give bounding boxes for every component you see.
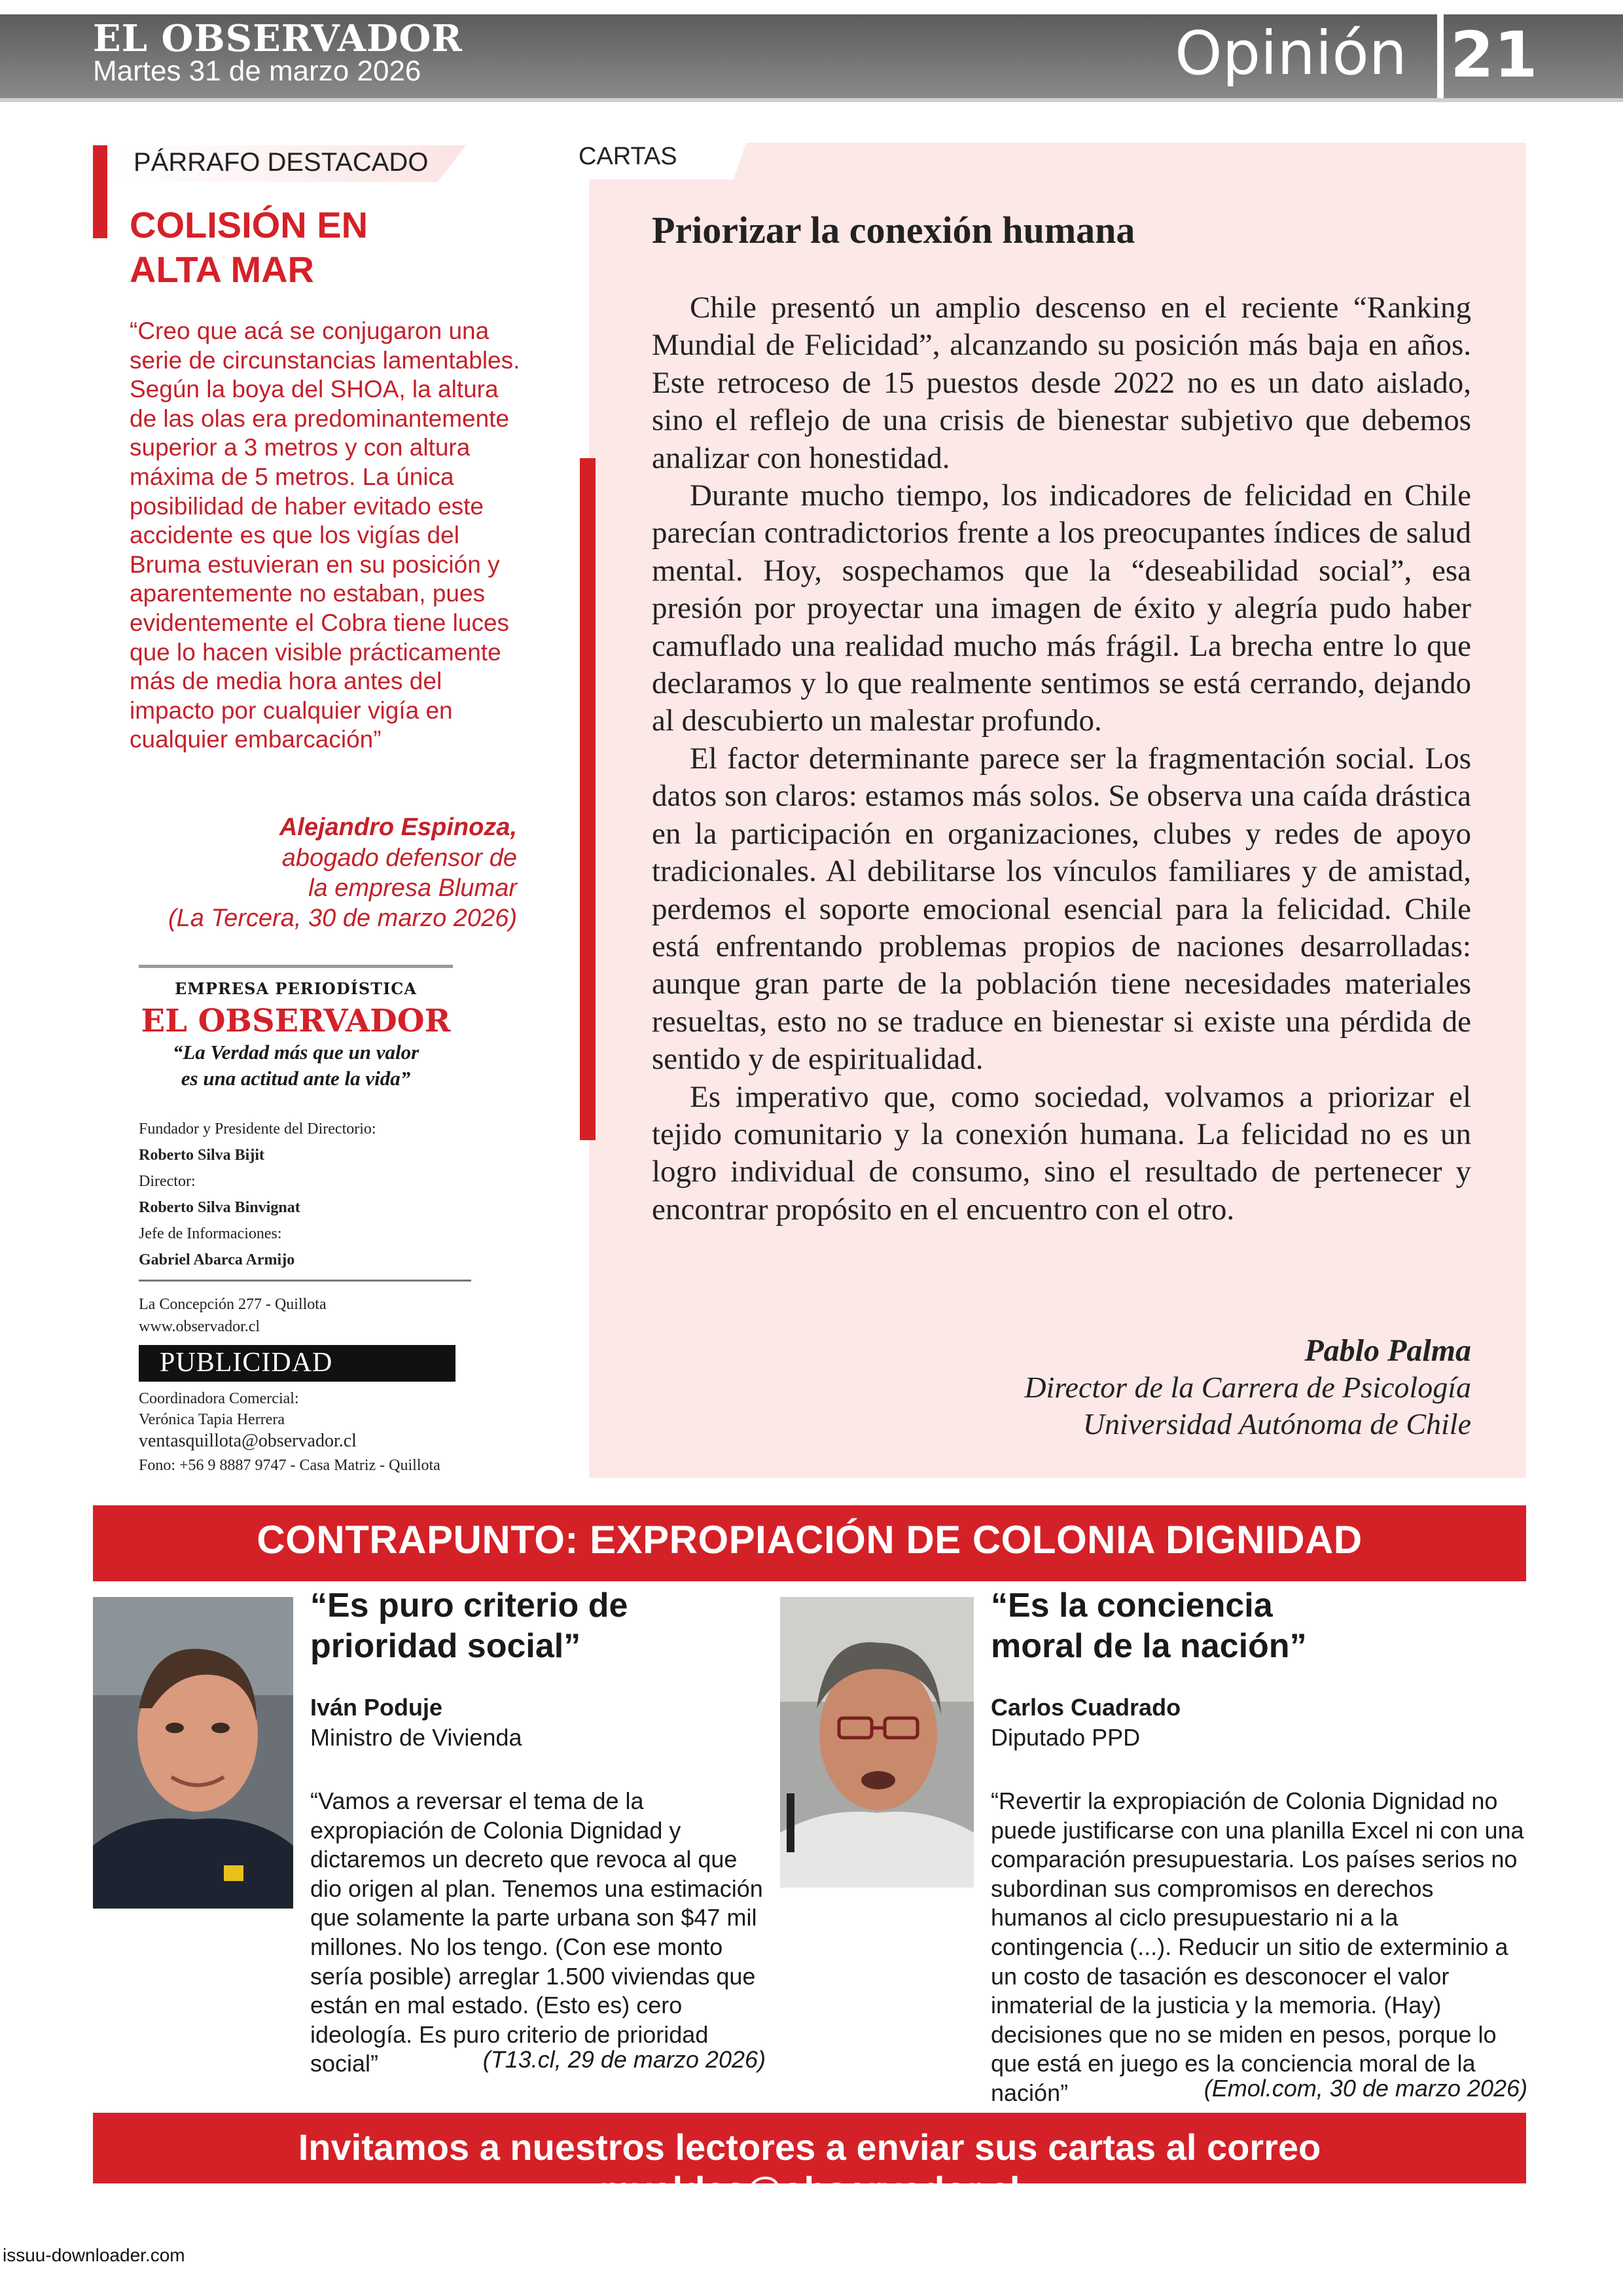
featured-title-line: ALTA MAR	[130, 249, 314, 290]
issue-date: Martes 31 de marzo 2026	[93, 55, 421, 87]
letter-accent-bar	[580, 458, 596, 1140]
letter-section-tag: CARTAS	[579, 143, 677, 170]
letter-author: Pablo Palma	[1304, 1333, 1471, 1368]
featured-accent-bar	[93, 145, 107, 238]
watermark: issuu-downloader.com	[3, 2245, 185, 2265]
letter-paragraph: Es imperativo que, como sociedad, volvamos a priorizar el tejido comunitario y la conexión humana. La felicidad no es un logro individual de consumo, sino el resultado de pertenecer y encontrar propósito en el encuentro con el otro.	[652, 1079, 1471, 1227]
staff-rule	[139, 1280, 471, 1282]
advertising-heading: PUBLICIDAD	[160, 1348, 333, 1378]
featured-source: (La Tercera, 30 de marzo 2026)	[168, 905, 517, 932]
letter-paragraph: Chile presentó un amplio descenso en el reciente “Ranking Mundial de Felicidad”, alcanzando su posición más baja en años. Este retroceso de 15 puestos desde 2022 no es un dato aislado, sino el reflejo de una crisis de bienestar subjetivo que debemos analizar con honestidad.	[652, 291, 1471, 475]
masthead-rule	[139, 965, 453, 968]
cuadrado-name: Carlos Cuadrado	[991, 1694, 1181, 1721]
ad-contact-name: Verónica Tapia Herrera	[139, 1411, 285, 1428]
website-link[interactable]: www.observador.cl	[139, 1318, 260, 1335]
paper-name: EL OBSERVADOR	[93, 17, 463, 60]
cuadrado-headline-line: “Es la conciencia	[991, 1587, 1273, 1624]
poduje-quote: “Vamos a reversar el tema de la expropiación de Colonia Dignidad y dictaremos un decreto que revoca al que dio origen al plan. Tenemos una estimación que solamente la parte urbana son $47 mil millones. No los tengo. (Con ese monto sería posible) arreglar 1.500 viviendas que están en mal estado. (Esto es) cero ideología. Es puro criterio de prioridad social”	[310, 1787, 763, 2077]
masthead-name: EL OBSERVADOR	[141, 1003, 451, 1039]
staff-name: Roberto Silva Bijit	[139, 1147, 264, 1164]
cuadrado-photo	[780, 1597, 974, 1888]
poduje-name: Iván Poduje	[310, 1694, 443, 1721]
cuadrado-headline	[991, 1585, 1307, 1666]
featured-title	[130, 203, 496, 292]
masthead-motto-line: “La Verdad más que un valor	[172, 1041, 419, 1064]
letter-author-role: Director de la Carrera de Psicología	[1024, 1371, 1471, 1404]
section-name: Opinión	[1175, 18, 1407, 88]
masthead-label: EMPRESA PERIODÍSTICA	[174, 979, 418, 998]
staff-label: Fundador y Presidente del Directorio:	[139, 1121, 376, 1138]
poduje-role: Ministro de Vivienda	[310, 1724, 522, 1751]
poduje-headline-line: prioridad social”	[310, 1627, 581, 1665]
ad-contact-email[interactable]: ventasquillota@observador.cl	[139, 1431, 357, 1451]
page-number-divider	[1437, 14, 1444, 98]
featured-author: Alejandro Espinoza,	[279, 814, 517, 841]
staff-label: Jefe de Informaciones:	[139, 1225, 282, 1242]
featured-title-line: COLISIÓN EN	[130, 204, 368, 245]
letter-title: Priorizar la conexión humana	[652, 209, 1135, 251]
featured-author-role: abogado defensor de	[281, 844, 517, 872]
staff-label: Director:	[139, 1173, 196, 1190]
masthead-motto	[139, 1039, 453, 1092]
page-number: 21	[1450, 18, 1538, 92]
letter-author-institution: Universidad Autónoma de Chile	[1082, 1407, 1471, 1441]
staff-name: Gabriel Abarca Armijo	[139, 1251, 295, 1268]
letter-paragraph: Durante mucho tiempo, los indicadores de felicidad en Chile parecían contradictorios frente a los preocupantes índices de salud mental. Hoy, sospechamos que la “deseabilidad social”, esa presión por proyectar una imagen de éxito y alegría pudo haber camuflado una realidad mucho más frágil. La brecha entre lo que declaramos y lo que realmente sentimos se está cerrando, dejando al descubierto un malestar profundo.	[652, 478, 1471, 738]
featured-kicker: PÁRRAFO DESTACADO	[134, 148, 429, 177]
poduje-headline	[310, 1585, 628, 1666]
header-rule	[0, 98, 1623, 102]
poduje-source: (T13.cl, 29 de marzo 2026)	[482, 2046, 766, 2073]
ad-contact-label: Coordinadora Comercial:	[139, 1390, 299, 1407]
letter-body	[652, 289, 1471, 1229]
letters-invitation: Invitamos a nuestros lectores a enviar sus cartas al correo mvaldes@observador.cl	[298, 2126, 1321, 2210]
ad-contact-phone: Fono: +56 9 8887 9747 - Casa Matriz - Quillota	[139, 1457, 440, 1474]
staff-name: Roberto Silva Binvignat	[139, 1199, 300, 1216]
cuadrado-quote: “Revertir la expropiación de Colonia Dignidad no puede justificarse con una planilla Excel ni con una comparación presupuestaria. Los países serios no subordinan sus compromisos en derechos humanos al ciclo presupuestario ni a la contingencia (...). Reducir un sitio de exterminio a un costo de tasación es desconocer el valor inmaterial de la justicia y la memoria. (Hay) decisiones que no se miden en pesos, porque lo que está en juego es la conciencia moral de la nación”	[991, 1787, 1524, 2106]
office-address: La Concepción 277 - Quillota	[139, 1296, 327, 1313]
poduje-photo	[93, 1597, 293, 1909]
masthead-motto-line: es una actitud ante la vida”	[181, 1067, 411, 1090]
letter-paragraph: El factor determinante parece ser la fragmentación social. Los datos son claros: estamos más solos. Se observa una caída drástica en la participación en organizaciones, clubes y redes de apoyo tradicionales. Al debilitarse los vínculos familiares y de amistad, perdemos el soporte emocional esencial para la felicidad. Chile está enfrentando problemas propios de naciones desarrolladas: aunque gran parte de la población tiene necesidades materiales resueltas, esto no se traduce en bienestar si existe una pérdida de sentido y de espiritualidad.	[652, 741, 1471, 1077]
poduje-headline-line: “Es puro criterio de	[310, 1587, 628, 1624]
contrapunto-heading: CONTRAPUNTO: EXPROPIACIÓN DE COLONIA DIGNIDAD	[257, 1518, 1363, 1562]
featured-quote: “Creo que acá se conjugaron una serie de circunstancias lamentables. Según la boya del SHOA, la altura de las olas era predominantemente superior a 3 metros y con altura máxima de 5 metros. La única posibilidad de haber evitado este accidente es que los vigías del Bruma estuvieran en su posición y aparentemente no estaban, pues evidentemente el Cobra tiene luces que lo hacen visible prácticamente más de media hora antes del impacto por cualquier vigía en cualquier embarcación”	[130, 317, 520, 753]
cuadrado-headline-line: moral de la nación”	[991, 1627, 1307, 1665]
featured-author-role: la empresa Blumar	[308, 874, 517, 902]
cuadrado-source: (Emol.com, 30 de marzo 2026)	[1204, 2075, 1527, 2102]
cuadrado-role: Diputado PPD	[991, 1724, 1141, 1751]
